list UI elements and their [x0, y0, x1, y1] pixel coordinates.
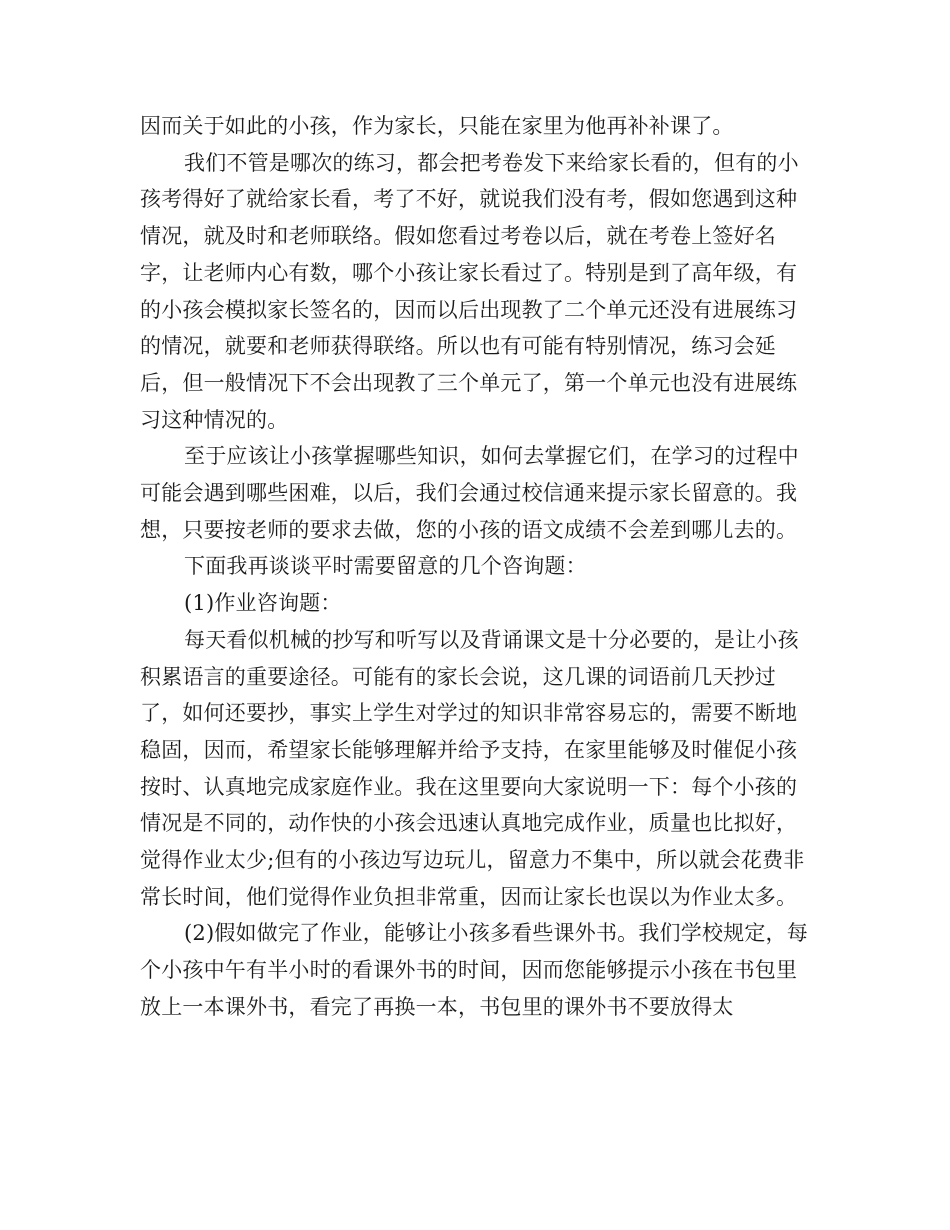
- paragraph-7: (2)假如做完了作业，能够让小孩多看些课外书。我们学校规定，每个小孩中午有半小时的看课外书的时间，因而您能够提示小孩在书包里放上一本课外书，看完了再换一本，书包里的课外书不要放得太: [140, 921, 808, 1019]
- paragraph-1: 因而关于如此的小孩，作为家长，只能在家里为他再补补课了。: [140, 114, 734, 138]
- paragraph-6: 每天看似机械的抄写和听写以及背诵课文是十分必要的，是让小孩积累语言的重要途径。可能有的家长会说，这几课的词语前几天抄过了，如何还要抄，事实上学生对学过的知识非常容易忘的，需要不断地稳固，因而，希望家长能够理解并给予支持，在家里能够及时催促小孩按时、认真地完成家庭作业。我在这里要向大家说明一下：每个小孩的情况是不同的，动作快的小孩会迅速认真地完成作业，质量也比拟好，觉得作业太少;但有的小孩边写边玩儿，留意力不集中，所以就会花费非常长时间，他们觉得作业负担非常重，因而让家长也误以为作业太多。: [140, 627, 805, 909]
- paragraph-2: 我们不管是哪次的练习，都会把考卷发下来给家长看的，但有的小孩考得好了就给家长看，考了不好，就说我们没有考，假如您遇到这种情况，就及时和老师联络。假如您看过考卷以后，就在考卷上签好名字，让老师内心有数，哪个小孩让家长看过了。特别是到了高年级，有的小孩会模拟家长签名的，因而以后出现教了二个单元还没有进展练习的情况，就要和老师获得联络。所以也有可能有特别情况，练习会延后，但一般情况下不会出现教了三个单元了，第一个单元也没有进展练习这种情况的。: [140, 150, 799, 432]
- document-body: [140, 108, 810, 1026]
- paragraph-3: 至于应该让小孩掌握哪些知识，如何去掌握它们，在学习的过程中可能会遇到哪些困难，以后，我们会通过校信通来提示家长留意的。我想，只要按老师的要求去做，您的小孩的语文成绩不会差到哪儿去的。: [140, 444, 799, 542]
- paragraph-4: 下面我再谈谈平时需要留意的几个咨询题：: [184, 554, 587, 579]
- paragraph-5: (1)作业咨询题：: [184, 591, 342, 616]
